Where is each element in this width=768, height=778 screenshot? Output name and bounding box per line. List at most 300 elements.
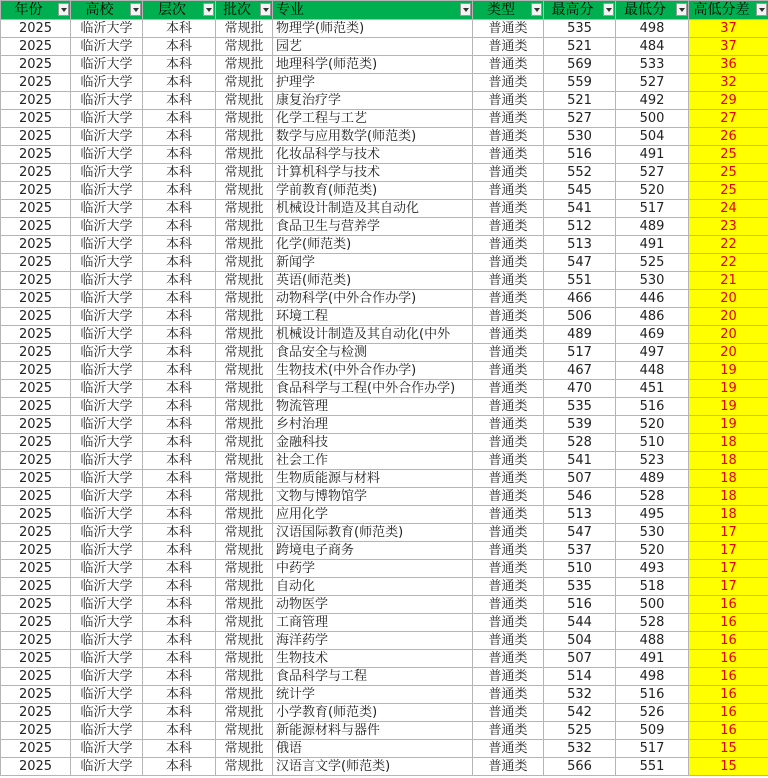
cell-school[interactable]: 临沂大学	[71, 560, 143, 578]
cell-batch[interactable]: 常规批	[216, 722, 273, 740]
cell-min-score[interactable]: 516	[616, 398, 689, 416]
cell-year[interactable]: 2025	[1, 560, 71, 578]
cell-type[interactable]: 普通类	[473, 596, 544, 614]
cell-school[interactable]: 临沂大学	[71, 686, 143, 704]
cell-type[interactable]: 普通类	[473, 200, 544, 218]
cell-min-score[interactable]: 497	[616, 344, 689, 362]
cell-type[interactable]: 普通类	[473, 290, 544, 308]
cell-school[interactable]: 临沂大学	[71, 380, 143, 398]
cell-batch[interactable]: 常规批	[216, 542, 273, 560]
column-header-school[interactable]: 高校	[71, 1, 143, 20]
cell-year[interactable]: 2025	[1, 398, 71, 416]
cell-batch[interactable]: 常规批	[216, 254, 273, 272]
cell-max-score[interactable]: 542	[544, 704, 616, 722]
cell-school[interactable]: 临沂大学	[71, 434, 143, 452]
cell-max-score[interactable]: 516	[544, 596, 616, 614]
cell-score-diff[interactable]: 20	[689, 344, 768, 362]
cell-type[interactable]: 普通类	[473, 362, 544, 380]
cell-batch[interactable]: 常规批	[216, 56, 273, 74]
cell-min-score[interactable]: 510	[616, 434, 689, 452]
cell-max-score[interactable]: 525	[544, 722, 616, 740]
cell-year[interactable]: 2025	[1, 362, 71, 380]
table-row[interactable]	[1, 74, 768, 92]
cell-level[interactable]: 本科	[143, 758, 216, 776]
cell-major[interactable]: 跨境电子商务	[273, 542, 473, 560]
cell-max-score[interactable]: 547	[544, 254, 616, 272]
table-row[interactable]	[1, 362, 768, 380]
cell-batch[interactable]: 常规批	[216, 704, 273, 722]
cell-major[interactable]: 物流管理	[273, 398, 473, 416]
cell-type[interactable]: 普通类	[473, 488, 544, 506]
cell-score-diff[interactable]: 17	[689, 578, 768, 596]
cell-max-score[interactable]: 569	[544, 56, 616, 74]
cell-max-score[interactable]: 466	[544, 290, 616, 308]
cell-score-diff[interactable]: 37	[689, 20, 768, 38]
cell-year[interactable]: 2025	[1, 200, 71, 218]
cell-school[interactable]: 临沂大学	[71, 236, 143, 254]
filter-dropdown-icon[interactable]	[260, 3, 271, 16]
column-header-major[interactable]: 专业	[273, 1, 473, 20]
cell-level[interactable]: 本科	[143, 578, 216, 596]
table-row[interactable]	[1, 524, 768, 542]
table-row[interactable]	[1, 416, 768, 434]
cell-year[interactable]: 2025	[1, 758, 71, 776]
cell-school[interactable]: 临沂大学	[71, 20, 143, 38]
cell-min-score[interactable]: 488	[616, 632, 689, 650]
cell-min-score[interactable]: 491	[616, 650, 689, 668]
column-header-score-diff[interactable]: 高低分差	[689, 1, 768, 20]
cell-type[interactable]: 普通类	[473, 722, 544, 740]
cell-year[interactable]: 2025	[1, 650, 71, 668]
cell-major[interactable]: 俄语	[273, 740, 473, 758]
cell-max-score[interactable]: 546	[544, 488, 616, 506]
filter-dropdown-icon[interactable]	[676, 3, 687, 16]
cell-type[interactable]: 普通类	[473, 182, 544, 200]
cell-type[interactable]: 普通类	[473, 416, 544, 434]
cell-major[interactable]: 汉语言文学(师范类)	[273, 758, 473, 776]
cell-year[interactable]: 2025	[1, 182, 71, 200]
cell-type[interactable]: 普通类	[473, 164, 544, 182]
cell-min-score[interactable]: 495	[616, 506, 689, 524]
cell-min-score[interactable]: 469	[616, 326, 689, 344]
cell-score-diff[interactable]: 37	[689, 38, 768, 56]
table-row[interactable]	[1, 650, 768, 668]
cell-score-diff[interactable]: 16	[689, 668, 768, 686]
table-row[interactable]	[1, 326, 768, 344]
table-row[interactable]	[1, 146, 768, 164]
cell-type[interactable]: 普通类	[473, 704, 544, 722]
cell-level[interactable]: 本科	[143, 326, 216, 344]
filter-dropdown-icon[interactable]	[531, 3, 542, 16]
cell-level[interactable]: 本科	[143, 632, 216, 650]
cell-batch[interactable]: 常规批	[216, 740, 273, 758]
cell-min-score[interactable]: 516	[616, 686, 689, 704]
cell-max-score[interactable]: 513	[544, 236, 616, 254]
table-row[interactable]	[1, 200, 768, 218]
cell-batch[interactable]: 常规批	[216, 488, 273, 506]
cell-min-score[interactable]: 520	[616, 542, 689, 560]
cell-type[interactable]: 普通类	[473, 308, 544, 326]
cell-school[interactable]: 临沂大学	[71, 416, 143, 434]
table-row[interactable]	[1, 182, 768, 200]
cell-year[interactable]: 2025	[1, 146, 71, 164]
cell-year[interactable]: 2025	[1, 668, 71, 686]
cell-min-score[interactable]: 498	[616, 668, 689, 686]
cell-major[interactable]: 海洋药学	[273, 632, 473, 650]
cell-school[interactable]: 临沂大学	[71, 542, 143, 560]
cell-level[interactable]: 本科	[143, 650, 216, 668]
table-row[interactable]	[1, 308, 768, 326]
cell-level[interactable]: 本科	[143, 308, 216, 326]
cell-year[interactable]: 2025	[1, 56, 71, 74]
cell-score-diff[interactable]: 32	[689, 74, 768, 92]
cell-major[interactable]: 数学与应用数学(师范类)	[273, 128, 473, 146]
cell-school[interactable]: 临沂大学	[71, 704, 143, 722]
cell-min-score[interactable]: 527	[616, 74, 689, 92]
cell-batch[interactable]: 常规批	[216, 218, 273, 236]
cell-school[interactable]: 临沂大学	[71, 452, 143, 470]
cell-score-diff[interactable]: 36	[689, 56, 768, 74]
cell-batch[interactable]: 常规批	[216, 578, 273, 596]
cell-year[interactable]: 2025	[1, 470, 71, 488]
cell-batch[interactable]: 常规批	[216, 416, 273, 434]
cell-school[interactable]: 临沂大学	[71, 632, 143, 650]
cell-major[interactable]: 园艺	[273, 38, 473, 56]
cell-max-score[interactable]: 559	[544, 74, 616, 92]
cell-min-score[interactable]: 530	[616, 272, 689, 290]
cell-year[interactable]: 2025	[1, 308, 71, 326]
cell-year[interactable]: 2025	[1, 380, 71, 398]
cell-type[interactable]: 普通类	[473, 650, 544, 668]
cell-min-score[interactable]: 518	[616, 578, 689, 596]
cell-level[interactable]: 本科	[143, 182, 216, 200]
cell-year[interactable]: 2025	[1, 632, 71, 650]
cell-min-score[interactable]: 484	[616, 38, 689, 56]
cell-min-score[interactable]: 551	[616, 758, 689, 776]
cell-score-diff[interactable]: 21	[689, 272, 768, 290]
cell-school[interactable]: 临沂大学	[71, 92, 143, 110]
cell-max-score[interactable]: 544	[544, 614, 616, 632]
cell-major[interactable]: 汉语国际教育(师范类)	[273, 524, 473, 542]
cell-batch[interactable]: 常规批	[216, 164, 273, 182]
cell-major[interactable]: 食品科学与工程(中外合作办学)	[273, 380, 473, 398]
cell-min-score[interactable]: 509	[616, 722, 689, 740]
cell-batch[interactable]: 常规批	[216, 452, 273, 470]
cell-type[interactable]: 普通类	[473, 380, 544, 398]
cell-level[interactable]: 本科	[143, 596, 216, 614]
table-row[interactable]	[1, 614, 768, 632]
cell-major[interactable]: 物理学(师范类)	[273, 20, 473, 38]
cell-level[interactable]: 本科	[143, 38, 216, 56]
table-row[interactable]	[1, 560, 768, 578]
cell-min-score[interactable]: 517	[616, 740, 689, 758]
cell-type[interactable]: 普通类	[473, 92, 544, 110]
cell-level[interactable]: 本科	[143, 524, 216, 542]
cell-batch[interactable]: 常规批	[216, 560, 273, 578]
cell-max-score[interactable]: 535	[544, 20, 616, 38]
table-row[interactable]	[1, 488, 768, 506]
filter-dropdown-icon[interactable]	[460, 3, 471, 16]
cell-year[interactable]: 2025	[1, 722, 71, 740]
cell-school[interactable]: 临沂大学	[71, 128, 143, 146]
cell-school[interactable]: 临沂大学	[71, 200, 143, 218]
table-row[interactable]	[1, 92, 768, 110]
cell-max-score[interactable]: 541	[544, 200, 616, 218]
cell-score-diff[interactable]: 19	[689, 380, 768, 398]
cell-batch[interactable]: 常规批	[216, 74, 273, 92]
cell-type[interactable]: 普通类	[473, 398, 544, 416]
cell-max-score[interactable]: 545	[544, 182, 616, 200]
cell-min-score[interactable]: 500	[616, 596, 689, 614]
cell-min-score[interactable]: 498	[616, 20, 689, 38]
cell-batch[interactable]: 常规批	[216, 362, 273, 380]
cell-year[interactable]: 2025	[1, 272, 71, 290]
cell-year[interactable]: 2025	[1, 596, 71, 614]
cell-year[interactable]: 2025	[1, 254, 71, 272]
cell-major[interactable]: 中药学	[273, 560, 473, 578]
table-row[interactable]	[1, 470, 768, 488]
column-header-level[interactable]: 层次	[143, 1, 216, 20]
filter-dropdown-icon[interactable]	[58, 3, 69, 16]
table-row[interactable]	[1, 506, 768, 524]
cell-level[interactable]: 本科	[143, 722, 216, 740]
cell-year[interactable]: 2025	[1, 344, 71, 362]
cell-score-diff[interactable]: 16	[689, 632, 768, 650]
cell-max-score[interactable]: 470	[544, 380, 616, 398]
cell-level[interactable]: 本科	[143, 128, 216, 146]
cell-batch[interactable]: 常规批	[216, 398, 273, 416]
cell-school[interactable]: 临沂大学	[71, 164, 143, 182]
table-row[interactable]	[1, 272, 768, 290]
cell-school[interactable]: 临沂大学	[71, 668, 143, 686]
cell-score-diff[interactable]: 26	[689, 128, 768, 146]
cell-max-score[interactable]: 528	[544, 434, 616, 452]
cell-score-diff[interactable]: 20	[689, 290, 768, 308]
cell-level[interactable]: 本科	[143, 488, 216, 506]
cell-major[interactable]: 康复治疗学	[273, 92, 473, 110]
cell-year[interactable]: 2025	[1, 434, 71, 452]
cell-year[interactable]: 2025	[1, 704, 71, 722]
cell-min-score[interactable]: 486	[616, 308, 689, 326]
cell-school[interactable]: 临沂大学	[71, 362, 143, 380]
cell-min-score[interactable]: 489	[616, 218, 689, 236]
cell-major[interactable]: 化学(师范类)	[273, 236, 473, 254]
cell-major[interactable]: 动物科学(中外合作办学)	[273, 290, 473, 308]
cell-level[interactable]: 本科	[143, 560, 216, 578]
cell-max-score[interactable]: 512	[544, 218, 616, 236]
cell-min-score[interactable]: 527	[616, 164, 689, 182]
filter-dropdown-icon[interactable]	[603, 3, 614, 16]
cell-level[interactable]: 本科	[143, 254, 216, 272]
cell-score-diff[interactable]: 15	[689, 758, 768, 776]
cell-score-diff[interactable]: 29	[689, 92, 768, 110]
cell-max-score[interactable]: 506	[544, 308, 616, 326]
table-row[interactable]	[1, 668, 768, 686]
cell-school[interactable]: 临沂大学	[71, 740, 143, 758]
cell-min-score[interactable]: 528	[616, 488, 689, 506]
cell-min-score[interactable]: 489	[616, 470, 689, 488]
cell-score-diff[interactable]: 22	[689, 254, 768, 272]
cell-level[interactable]: 本科	[143, 470, 216, 488]
table-row[interactable]	[1, 632, 768, 650]
cell-type[interactable]: 普通类	[473, 632, 544, 650]
cell-major[interactable]: 食品卫生与营养学	[273, 218, 473, 236]
cell-level[interactable]: 本科	[143, 290, 216, 308]
cell-max-score[interactable]: 535	[544, 578, 616, 596]
cell-max-score[interactable]: 521	[544, 38, 616, 56]
cell-major[interactable]: 社会工作	[273, 452, 473, 470]
cell-max-score[interactable]: 507	[544, 650, 616, 668]
cell-level[interactable]: 本科	[143, 218, 216, 236]
cell-major[interactable]: 英语(师范类)	[273, 272, 473, 290]
cell-type[interactable]: 普通类	[473, 542, 544, 560]
cell-min-score[interactable]: 520	[616, 416, 689, 434]
table-row[interactable]	[1, 236, 768, 254]
cell-batch[interactable]: 常规批	[216, 110, 273, 128]
table-row[interactable]	[1, 596, 768, 614]
cell-major[interactable]: 工商管理	[273, 614, 473, 632]
cell-score-diff[interactable]: 17	[689, 524, 768, 542]
cell-type[interactable]: 普通类	[473, 20, 544, 38]
cell-school[interactable]: 临沂大学	[71, 578, 143, 596]
cell-major[interactable]: 统计学	[273, 686, 473, 704]
cell-batch[interactable]: 常规批	[216, 668, 273, 686]
cell-max-score[interactable]: 535	[544, 398, 616, 416]
cell-batch[interactable]: 常规批	[216, 308, 273, 326]
cell-batch[interactable]: 常规批	[216, 128, 273, 146]
column-header-min-score[interactable]: 最低分	[616, 1, 689, 20]
cell-batch[interactable]: 常规批	[216, 632, 273, 650]
cell-school[interactable]: 临沂大学	[71, 74, 143, 92]
cell-level[interactable]: 本科	[143, 110, 216, 128]
cell-type[interactable]: 普通类	[473, 236, 544, 254]
cell-type[interactable]: 普通类	[473, 218, 544, 236]
column-header-batch[interactable]: 批次	[216, 1, 273, 20]
cell-score-diff[interactable]: 17	[689, 560, 768, 578]
cell-year[interactable]: 2025	[1, 164, 71, 182]
cell-major[interactable]: 生物质能源与材料	[273, 470, 473, 488]
cell-school[interactable]: 临沂大学	[71, 56, 143, 74]
cell-school[interactable]: 临沂大学	[71, 398, 143, 416]
cell-year[interactable]: 2025	[1, 524, 71, 542]
column-header-type[interactable]: 类型	[473, 1, 544, 20]
cell-year[interactable]: 2025	[1, 20, 71, 38]
cell-score-diff[interactable]: 19	[689, 398, 768, 416]
table-row[interactable]	[1, 128, 768, 146]
cell-max-score[interactable]: 514	[544, 668, 616, 686]
cell-score-diff[interactable]: 16	[689, 722, 768, 740]
cell-year[interactable]: 2025	[1, 542, 71, 560]
cell-batch[interactable]: 常规批	[216, 20, 273, 38]
table-row[interactable]	[1, 56, 768, 74]
table-row[interactable]	[1, 20, 768, 38]
cell-type[interactable]: 普通类	[473, 434, 544, 452]
cell-batch[interactable]: 常规批	[216, 614, 273, 632]
cell-max-score[interactable]: 527	[544, 110, 616, 128]
cell-max-score[interactable]: 539	[544, 416, 616, 434]
cell-max-score[interactable]: 516	[544, 146, 616, 164]
cell-score-diff[interactable]: 27	[689, 110, 768, 128]
cell-batch[interactable]: 常规批	[216, 326, 273, 344]
cell-min-score[interactable]: 448	[616, 362, 689, 380]
cell-level[interactable]: 本科	[143, 92, 216, 110]
cell-school[interactable]: 临沂大学	[71, 488, 143, 506]
table-row[interactable]	[1, 38, 768, 56]
cell-year[interactable]: 2025	[1, 218, 71, 236]
cell-level[interactable]: 本科	[143, 272, 216, 290]
cell-level[interactable]: 本科	[143, 542, 216, 560]
cell-major[interactable]: 生物技术(中外合作办学)	[273, 362, 473, 380]
cell-type[interactable]: 普通类	[473, 758, 544, 776]
cell-level[interactable]: 本科	[143, 686, 216, 704]
cell-school[interactable]: 临沂大学	[71, 146, 143, 164]
table-row[interactable]	[1, 704, 768, 722]
table-row[interactable]	[1, 722, 768, 740]
cell-score-diff[interactable]: 16	[689, 686, 768, 704]
cell-batch[interactable]: 常规批	[216, 380, 273, 398]
cell-level[interactable]: 本科	[143, 704, 216, 722]
cell-level[interactable]: 本科	[143, 398, 216, 416]
cell-level[interactable]: 本科	[143, 236, 216, 254]
cell-batch[interactable]: 常规批	[216, 146, 273, 164]
cell-score-diff[interactable]: 16	[689, 650, 768, 668]
cell-batch[interactable]: 常规批	[216, 686, 273, 704]
cell-max-score[interactable]: 489	[544, 326, 616, 344]
cell-school[interactable]: 临沂大学	[71, 650, 143, 668]
cell-year[interactable]: 2025	[1, 578, 71, 596]
cell-max-score[interactable]: 551	[544, 272, 616, 290]
table-row[interactable]	[1, 218, 768, 236]
cell-score-diff[interactable]: 22	[689, 236, 768, 254]
cell-major[interactable]: 自动化	[273, 578, 473, 596]
table-row[interactable]	[1, 254, 768, 272]
cell-major[interactable]: 新能源材料与器件	[273, 722, 473, 740]
cell-level[interactable]: 本科	[143, 434, 216, 452]
cell-batch[interactable]: 常规批	[216, 272, 273, 290]
cell-max-score[interactable]: 510	[544, 560, 616, 578]
cell-level[interactable]: 本科	[143, 362, 216, 380]
cell-score-diff[interactable]: 18	[689, 452, 768, 470]
cell-major[interactable]: 新闻学	[273, 254, 473, 272]
cell-school[interactable]: 临沂大学	[71, 596, 143, 614]
cell-min-score[interactable]: 520	[616, 182, 689, 200]
column-header-year[interactable]: 年份	[1, 1, 71, 20]
cell-type[interactable]: 普通类	[473, 326, 544, 344]
cell-major[interactable]: 乡村治理	[273, 416, 473, 434]
cell-school[interactable]: 临沂大学	[71, 614, 143, 632]
cell-max-score[interactable]: 513	[544, 506, 616, 524]
cell-score-diff[interactable]: 16	[689, 614, 768, 632]
table-row[interactable]	[1, 686, 768, 704]
cell-max-score[interactable]: 467	[544, 362, 616, 380]
cell-year[interactable]: 2025	[1, 452, 71, 470]
cell-school[interactable]: 临沂大学	[71, 722, 143, 740]
cell-type[interactable]: 普通类	[473, 614, 544, 632]
cell-min-score[interactable]: 523	[616, 452, 689, 470]
cell-score-diff[interactable]: 24	[689, 200, 768, 218]
table-row[interactable]	[1, 380, 768, 398]
cell-year[interactable]: 2025	[1, 326, 71, 344]
table-row[interactable]	[1, 164, 768, 182]
cell-min-score[interactable]: 500	[616, 110, 689, 128]
cell-major[interactable]: 学前教育(师范类)	[273, 182, 473, 200]
cell-min-score[interactable]: 504	[616, 128, 689, 146]
cell-level[interactable]: 本科	[143, 146, 216, 164]
cell-level[interactable]: 本科	[143, 380, 216, 398]
cell-year[interactable]: 2025	[1, 506, 71, 524]
filter-dropdown-icon[interactable]	[130, 3, 141, 16]
cell-year[interactable]: 2025	[1, 236, 71, 254]
